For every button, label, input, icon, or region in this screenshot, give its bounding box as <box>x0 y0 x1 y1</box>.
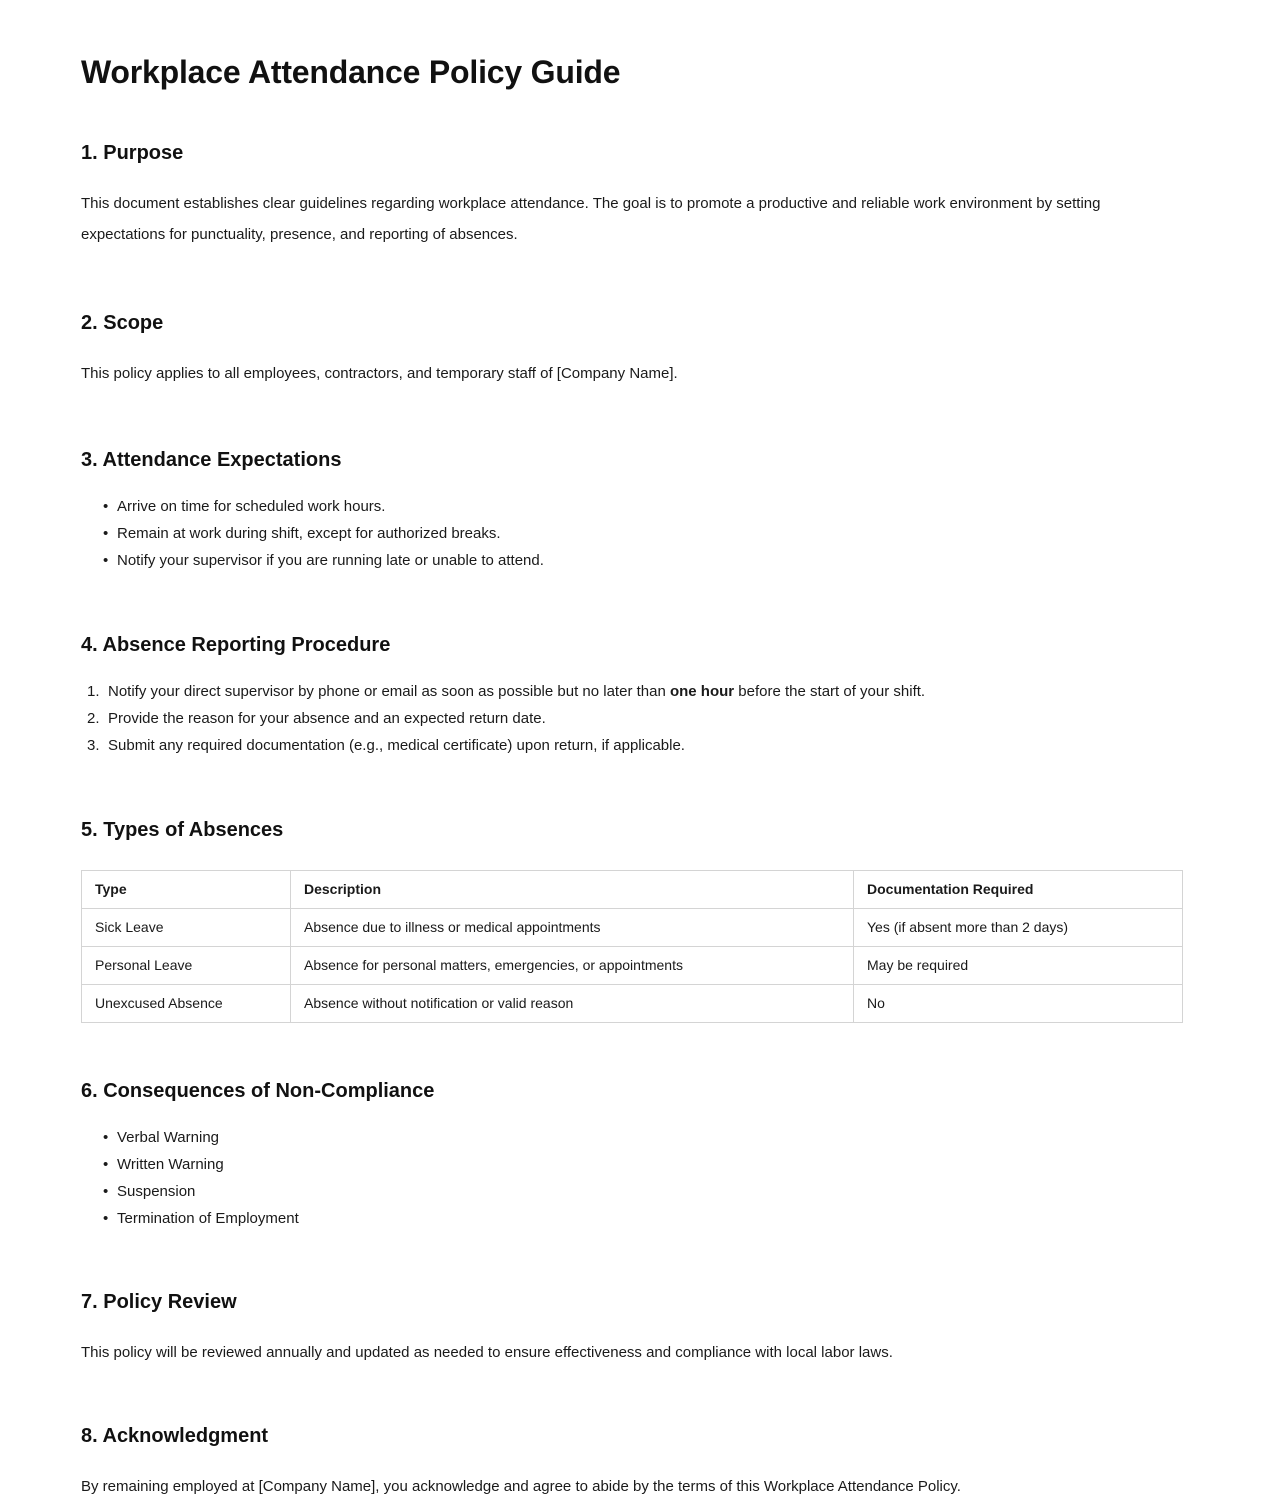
section-consequences <box>81 1078 1183 1232</box>
list-item: • Termination of Employment <box>103 1205 1183 1232</box>
list-item: • Notify your supervisor if you are running late or unable to attend. <box>103 547 1183 574</box>
list-item: • Verbal Warning <box>103 1124 1183 1151</box>
cell-description: Absence for personal matters, emergencies, or appointments <box>291 947 854 985</box>
cell-description: Absence due to illness or medical appointments <box>291 909 854 947</box>
section-heading-consequences: 6. Consequences of Non-Compliance <box>81 1080 435 1102</box>
list-item: Provide the reason for your absence and an expected return date. <box>108 710 546 727</box>
table-row <box>82 947 1183 985</box>
section-heading-policy-review: 7. Policy Review <box>81 1291 237 1313</box>
cell-type: Sick Leave <box>82 909 291 947</box>
section-attendance-expectations <box>81 447 1183 574</box>
list-item: • Remain at work during shift, except for authorized breaks. <box>103 520 1183 547</box>
section-heading-attendance-expectations: 3. Attendance Expectations <box>81 449 342 471</box>
purpose-paragraph: This document establishes clear guidelines regarding workplace attendance. The goal is to promote a productive and reliable work environment by setting expectations for punctuality, presence, and reporting of absences. <box>81 195 1101 243</box>
section-absence-reporting <box>81 632 1183 759</box>
table-row <box>82 909 1183 947</box>
policy-review-paragraph: This policy will be reviewed annually and updated as needed to ensure effectiveness and compliance with local labor laws. <box>81 1344 893 1361</box>
acknowledgment-paragraph: By remaining employed at [Company Name], you acknowledge and agree to abide by the terms of this Workplace Attendance Policy. <box>81 1478 961 1495</box>
section-heading-scope: 2. Scope <box>81 312 164 334</box>
section-types-of-absences <box>81 817 1183 1023</box>
section-purpose <box>81 140 1183 250</box>
cell-documentation: No <box>854 985 1183 1023</box>
table-body <box>82 909 1183 1023</box>
list-item: • Arrive on time for scheduled work hours. <box>103 493 1183 520</box>
section-policy-review <box>81 1289 1183 1368</box>
section-acknowledgment <box>81 1423 1183 1502</box>
section-heading-purpose: 1. Purpose <box>81 142 184 164</box>
section-heading-absence-reporting: 4. Absence Reporting Procedure <box>81 634 391 656</box>
cell-type: Personal Leave <box>82 947 291 985</box>
section-scope <box>81 310 1183 389</box>
absence-types-table <box>81 870 1183 1023</box>
cell-description: Absence without notification or valid reason <box>291 985 854 1023</box>
column-header-type: Type <box>82 871 291 909</box>
column-header-documentation: Documentation Required <box>854 871 1183 909</box>
cell-documentation: Yes (if absent more than 2 days) <box>854 909 1183 947</box>
absence-reporting-steps <box>81 678 1183 759</box>
section-heading-types-of-absences: 5. Types of Absences <box>81 819 284 841</box>
section-heading-acknowledgment: 8. Acknowledgment <box>81 1425 269 1447</box>
table-row <box>82 985 1183 1023</box>
list-item <box>87 678 1183 705</box>
column-header-description: Description <box>291 871 854 909</box>
page-title: Workplace Attendance Policy Guide <box>81 54 621 90</box>
step-text-after: before the start of your shift. <box>734 683 926 700</box>
cell-documentation: May be required <box>854 947 1183 985</box>
table-header <box>82 871 1183 909</box>
consequences-list <box>81 1124 1183 1232</box>
list-item: • Written Warning <box>103 1151 1183 1178</box>
list-item: Submit any required documentation (e.g., medical certificate) upon return, if applicable. <box>108 737 685 754</box>
list-item: • Suspension <box>103 1178 1183 1205</box>
attendance-expectations-list <box>81 493 1183 574</box>
scope-paragraph: This policy applies to all employees, contractors, and temporary staff of [Company Name]. <box>81 365 678 382</box>
step-text-before: Notify your direct supervisor by phone or email as soon as possible but no later than <box>108 683 670 700</box>
step-text-emphasis: one hour <box>669 683 735 700</box>
table-header-row <box>82 871 1183 909</box>
cell-type: Unexcused Absence <box>82 985 291 1023</box>
